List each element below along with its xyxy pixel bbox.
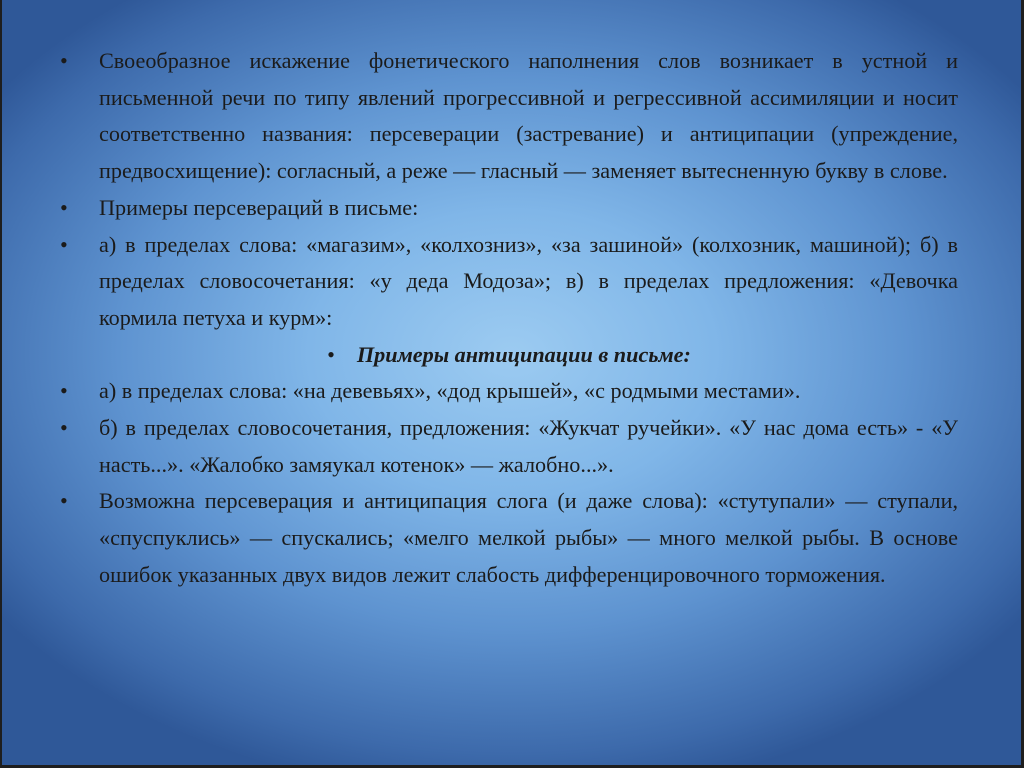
- paragraph-text: а) в пределах слова: «магазим», «колхозниз», «за зашиной» (колхозник, машиной); б) в пределах словосочетания: «у деда Модоза»; в) в пределах предложения: «Девочка кормила петуха и курм»:: [99, 231, 958, 330]
- paragraph-text: Возможна персеверация и антиципация слога (и даже слова): «стутупали» — ступали, «спуспуклись» — спускались; «мелго мелкой рыбы» — много мелкой рыбы. В основе ошибок указанных двух видов лежит слабость дифференцировочного торможения.: [99, 488, 958, 587]
- bullet-paragraph-perseveration-examples: [60, 227, 958, 337]
- paragraph-text: а) в пределах слова: «на девевьях», «дод крышей», «с родмыми местами».: [99, 378, 801, 404]
- anticipation-heading: [60, 337, 958, 374]
- bullet-paragraph-perseveration-heading: [60, 190, 958, 227]
- bullet-paragraph-anticipation-phrase: [60, 410, 958, 483]
- paragraph-text: Примеры персевераций в письме:: [99, 194, 419, 220]
- paragraph-text: Своеобразное искажение фонетического наполнения слов возникает в устной и письменной речи по типу явлений прогрессивной и регрессивной ассимиляции и носит соответственно названия: персеверации (застревание) и антиципации (упреждение, предвосхищение): согласный, а реже — гласный — заменяет вытесненную букву в слове.: [99, 48, 958, 184]
- bullet-icon: •: [327, 341, 335, 367]
- bullet-paragraph-distortion: [60, 43, 958, 190]
- bullet-icon: •: [60, 378, 68, 404]
- heading-text: Примеры антиципации в письме:: [356, 341, 691, 367]
- bullet-icon: •: [60, 48, 68, 73]
- bullet-icon: •: [60, 231, 68, 257]
- bullet-paragraph-syllable: [60, 483, 958, 593]
- bullet-icon: •: [60, 194, 68, 220]
- bullet-icon: •: [60, 415, 68, 441]
- slide-content: [60, 43, 958, 594]
- bullet-icon: •: [60, 488, 68, 514]
- paragraph-text: б) в пределах словосочетания, предложения: «Жукчат ручейки». «У нас дома есть» - «У насть...». «Жалобко замяукал котенок» — жалобно...».: [99, 415, 958, 477]
- bullet-paragraph-anticipation-word: [60, 373, 958, 410]
